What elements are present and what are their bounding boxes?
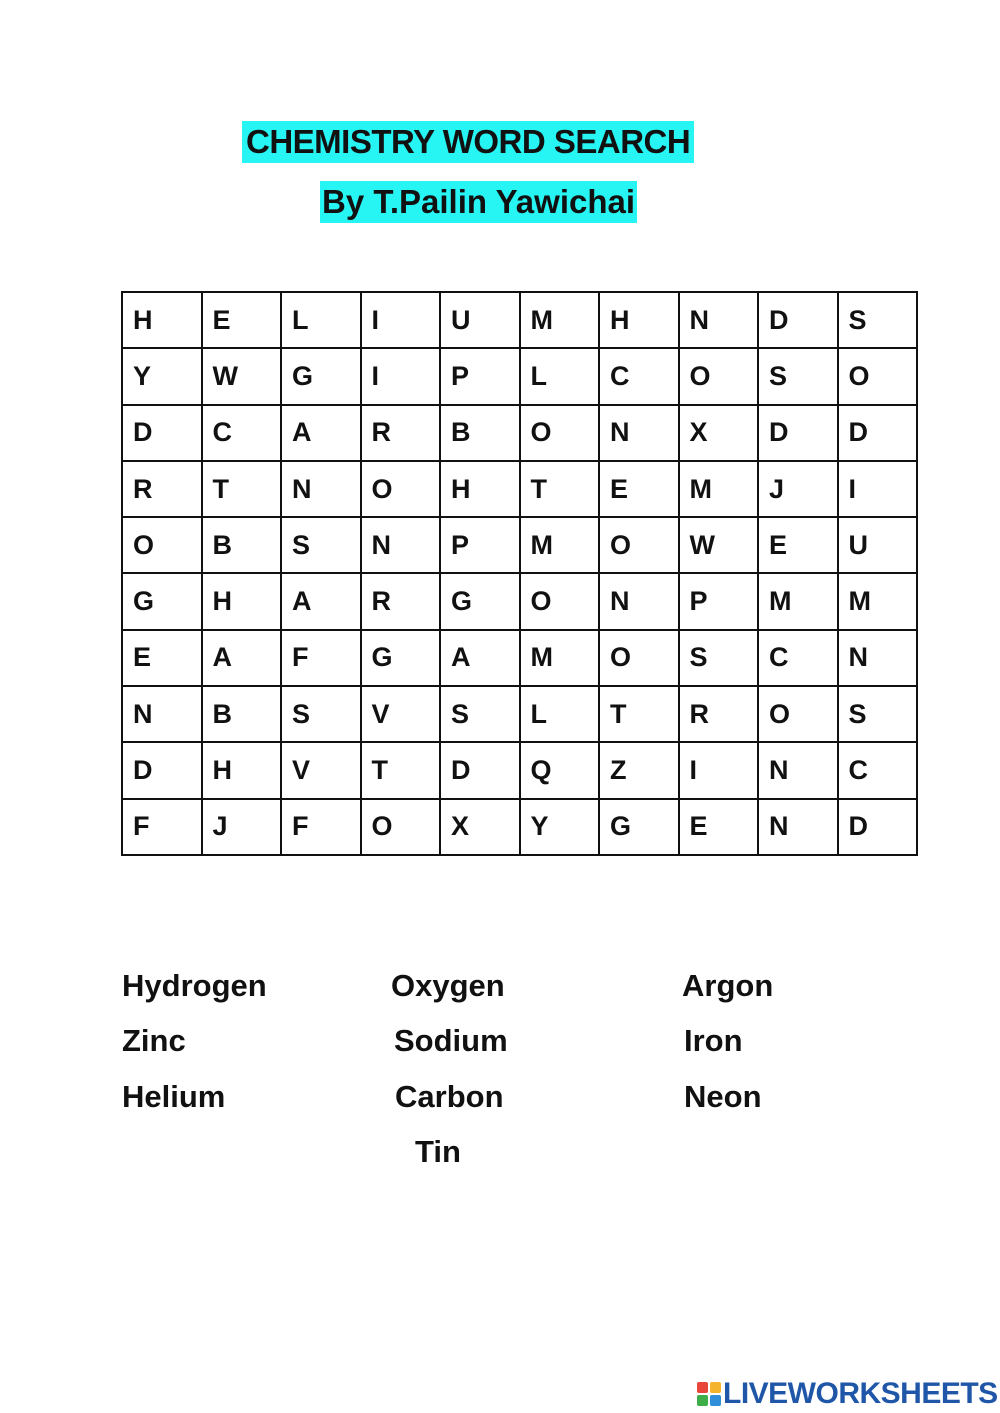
grid-cell: W [202, 348, 282, 404]
grid-row [122, 405, 917, 461]
grid-cell: L [281, 292, 361, 348]
word-search-grid [121, 291, 918, 856]
grid-cell: S [838, 292, 918, 348]
word-item: Iron [684, 1023, 743, 1058]
grid-cell: F [281, 630, 361, 686]
grid-cell: I [361, 292, 441, 348]
grid-cell: M [679, 461, 759, 517]
grid-cell: N [122, 686, 202, 742]
logo-blocks-icon [697, 1382, 721, 1406]
grid-cell: G [599, 799, 679, 855]
logo-block [697, 1395, 708, 1406]
grid-cell: O [361, 799, 441, 855]
grid-cell: A [202, 630, 282, 686]
grid-cell: R [679, 686, 759, 742]
grid-cell: I [838, 461, 918, 517]
grid-cell: A [281, 573, 361, 629]
grid-cell: O [838, 348, 918, 404]
word-item: Hydrogen [122, 968, 267, 1003]
grid-cell: E [122, 630, 202, 686]
grid-cell: N [758, 799, 838, 855]
grid-cell: N [599, 405, 679, 461]
grid-row [122, 348, 917, 404]
grid-cell: Y [122, 348, 202, 404]
grid-row [122, 742, 917, 798]
grid-cell: J [202, 799, 282, 855]
word-item: Argon [682, 968, 774, 1003]
grid-cell: C [758, 630, 838, 686]
grid-cell: H [599, 292, 679, 348]
grid-cell: C [202, 405, 282, 461]
grid-cell: R [361, 405, 441, 461]
grid-cell: S [440, 686, 520, 742]
grid-cell: D [758, 405, 838, 461]
grid-cell: J [758, 461, 838, 517]
grid-cell: G [440, 573, 520, 629]
word-item: Tin [415, 1134, 461, 1169]
grid-cell: O [520, 405, 600, 461]
grid-cell: D [838, 405, 918, 461]
grid-cell: E [758, 517, 838, 573]
grid-cell: S [679, 630, 759, 686]
grid-cell: Z [599, 742, 679, 798]
word-item: Helium [122, 1079, 226, 1114]
logo-block [710, 1395, 721, 1406]
grid-cell: F [122, 799, 202, 855]
word-item: Neon [684, 1079, 762, 1114]
liveworksheets-logo[interactable] [697, 1376, 998, 1412]
grid-cell: H [122, 292, 202, 348]
grid-cell: G [122, 573, 202, 629]
grid-cell: E [599, 461, 679, 517]
grid-cell: D [758, 292, 838, 348]
worksheet-title: CHEMISTRY WORD SEARCH [242, 121, 694, 163]
grid-cell: O [122, 517, 202, 573]
grid-cell: O [679, 348, 759, 404]
grid-cell: R [122, 461, 202, 517]
grid-cell: M [758, 573, 838, 629]
logo-text: LIVEWORKSHEETS [723, 1377, 998, 1410]
grid-cell: F [281, 799, 361, 855]
grid-cell: N [758, 742, 838, 798]
grid-cell: M [838, 573, 918, 629]
grid-cell: L [520, 686, 600, 742]
grid-cell: Y [520, 799, 600, 855]
grid-row [122, 292, 917, 348]
logo-block [710, 1382, 721, 1393]
grid-cell: B [202, 517, 282, 573]
grid-cell: N [838, 630, 918, 686]
grid-cell: X [679, 405, 759, 461]
grid-cell: E [679, 799, 759, 855]
grid-cell: T [361, 742, 441, 798]
grid-cell: D [838, 799, 918, 855]
grid-cell: T [599, 686, 679, 742]
grid-cell: L [520, 348, 600, 404]
grid-cell: T [520, 461, 600, 517]
grid-cell: B [202, 686, 282, 742]
grid-cell: I [361, 348, 441, 404]
word-item: Carbon [395, 1079, 504, 1114]
grid-cell: M [520, 292, 600, 348]
grid-cell: A [281, 405, 361, 461]
grid-cell: B [440, 405, 520, 461]
grid-cell: G [281, 348, 361, 404]
grid-cell: M [520, 517, 600, 573]
grid-cell: S [281, 686, 361, 742]
grid-row [122, 461, 917, 517]
grid-cell: D [122, 742, 202, 798]
grid-cell: D [122, 405, 202, 461]
logo-block [697, 1382, 708, 1393]
grid-cell: N [281, 461, 361, 517]
grid-cell: I [679, 742, 759, 798]
grid-cell: A [440, 630, 520, 686]
grid-cell: H [202, 742, 282, 798]
grid-cell: N [679, 292, 759, 348]
grid-cell: H [440, 461, 520, 517]
grid-cell: O [361, 461, 441, 517]
grid-cell: U [838, 517, 918, 573]
grid-cell: X [440, 799, 520, 855]
grid-cell: O [599, 517, 679, 573]
grid-cell: S [758, 348, 838, 404]
grid-cell: O [599, 630, 679, 686]
grid-row [122, 686, 917, 742]
grid-cell: E [202, 292, 282, 348]
word-item: Oxygen [391, 968, 505, 1003]
worksheet-author: By T.Pailin Yawichai [320, 181, 637, 223]
grid-cell: C [838, 742, 918, 798]
grid-cell: N [361, 517, 441, 573]
grid-cell: M [520, 630, 600, 686]
grid-row [122, 517, 917, 573]
grid-cell: G [361, 630, 441, 686]
grid-cell: V [281, 742, 361, 798]
grid-row [122, 573, 917, 629]
grid-row [122, 799, 917, 855]
grid-cell: D [440, 742, 520, 798]
grid-row [122, 630, 917, 686]
word-item: Sodium [394, 1023, 508, 1058]
grid-cell: P [440, 517, 520, 573]
grid-cell: V [361, 686, 441, 742]
grid-cell: S [281, 517, 361, 573]
grid-cell: O [758, 686, 838, 742]
grid-cell: W [679, 517, 759, 573]
grid-cell: N [599, 573, 679, 629]
grid-cell: Q [520, 742, 600, 798]
grid-cell: S [838, 686, 918, 742]
grid-cell: P [679, 573, 759, 629]
grid-cell: U [440, 292, 520, 348]
word-item: Zinc [122, 1023, 186, 1058]
grid-cell: R [361, 573, 441, 629]
grid-cell: C [599, 348, 679, 404]
grid-cell: O [520, 573, 600, 629]
grid-cell: T [202, 461, 282, 517]
grid-cell: H [202, 573, 282, 629]
grid-cell: P [440, 348, 520, 404]
